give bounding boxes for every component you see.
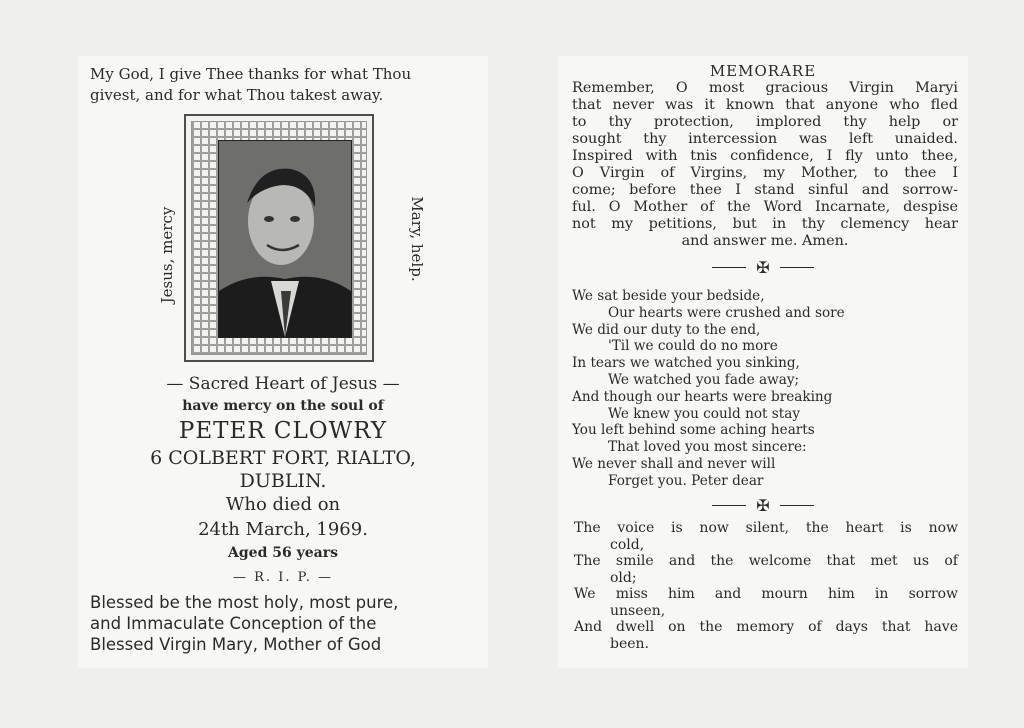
memorare-line: not my petitions, but in thy clemency hear <box>572 216 958 232</box>
verse-line: And dwell on the memory of days that have <box>574 619 958 635</box>
blessed-line: Blessed Virgin Mary, Mother of God <box>90 635 382 654</box>
rip-text: — R. I. P. — <box>233 570 333 585</box>
memorare-line: to thy protection, implored thy help or <box>572 114 958 130</box>
blessed-prayer <box>90 592 476 655</box>
deceased-name: PETER CLOWRY <box>178 418 388 444</box>
memorare-line: come; before thee I stand sinful and sorrow- <box>572 182 958 198</box>
blessed-line: and Immaculate Conception of the <box>90 614 377 633</box>
verse-line: We miss him and mourn him in sorrow <box>574 586 958 602</box>
maltese-cross-icon: ✠ <box>756 258 770 277</box>
poem-line: Forget you. Peter dear <box>608 472 764 489</box>
verse-line: been. <box>610 635 649 652</box>
memorare-line: and answer me. Amen. <box>681 233 849 249</box>
divider-line <box>780 267 814 268</box>
poem-line: You left behind some aching hearts <box>572 422 815 439</box>
memorare-line: sought thy intercession was left unaided. <box>572 131 958 147</box>
poem-line: That loved you most sincere: <box>608 439 807 456</box>
age-text: Aged 56 years <box>228 545 338 561</box>
address-line-1: 6 COLBERT FORT, RIALTO, <box>150 447 416 469</box>
portrait-illustration <box>219 141 351 337</box>
verse-line: old; <box>610 569 637 586</box>
poem-line: We knew you could not stay <box>608 405 801 422</box>
cross-divider <box>558 258 968 277</box>
thanks-verse-line: My God, I give Thee thanks for what Thou <box>90 65 412 83</box>
death-date: 24th March, 1969. <box>198 519 368 540</box>
memorare-line: Inspired with tnis confidence, I fly unto thee, <box>572 148 958 164</box>
memorare-prayer <box>572 80 958 250</box>
memorare-line: Remember, O most gracious Virgin Maryi <box>572 80 958 96</box>
poem-line: We watched you fade away; <box>608 371 800 388</box>
sacred-heart-heading: — Sacred Heart of Jesus — <box>166 374 400 394</box>
cross-divider <box>558 496 968 515</box>
poem-line: Our hearts were crushed and sore <box>608 304 845 321</box>
voice-silent-verse <box>574 520 958 652</box>
poem-line: We never shall and never will <box>572 455 776 472</box>
blessed-line: Blessed be the most holy, most pure, <box>90 593 399 612</box>
poem-line: And though our hearts were breaking <box>572 388 833 405</box>
verse-line: cold, <box>610 536 645 553</box>
have-mercy-text: have mercy on the soul of <box>182 398 384 414</box>
mary-help-text: Mary, help. <box>408 196 426 282</box>
poem-line: 'Til we could do no more <box>608 338 778 355</box>
verse-line: The smile and the welcome that met us of <box>574 553 958 569</box>
divider-line <box>780 505 814 506</box>
address-line-2: DUBLIN. <box>239 470 327 492</box>
verse-line: The voice is now silent, the heart is now <box>574 520 958 536</box>
divider-line <box>712 505 746 506</box>
poem-line: We sat beside your bedside, <box>572 288 765 304</box>
memorare-title: MEMORARE <box>709 62 817 80</box>
thanks-verse-line: givest, and for what Thou takest away. <box>90 86 384 104</box>
portrait-photo <box>218 140 352 338</box>
verse-line: unseen, <box>610 602 666 619</box>
bedside-poem <box>572 288 952 490</box>
poem-line: We did our duty to the end, <box>572 321 761 338</box>
memorare-line: O Virgin of Virgins, my Mother, to thee I <box>572 165 958 181</box>
maltese-cross-icon: ✠ <box>756 496 770 515</box>
thanks-verse <box>90 64 480 106</box>
divider-line <box>712 267 746 268</box>
memorare-line: that never was it known that anyone who fled <box>572 97 958 113</box>
jesus-mercy-text: Jesus, mercy <box>158 206 176 304</box>
died-on-text: Who died on <box>225 494 341 515</box>
memorare-line: ful. O Mother of the Word Incarnate, despise <box>572 199 958 215</box>
poem-line: In tears we watched you sinking, <box>572 355 800 372</box>
